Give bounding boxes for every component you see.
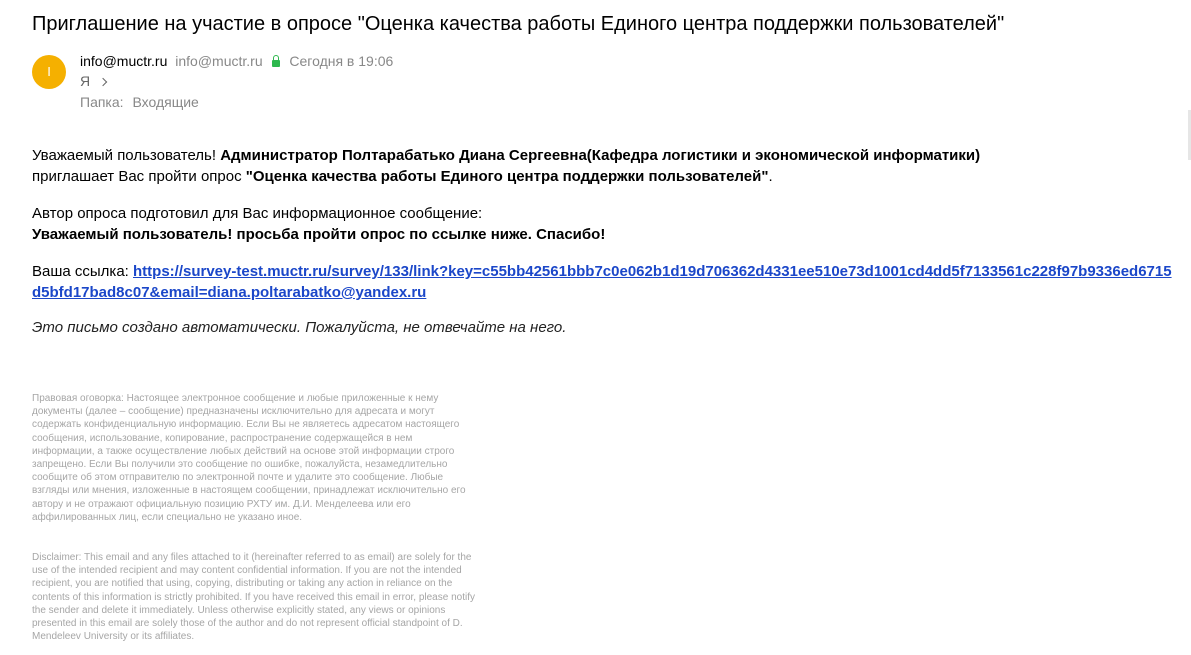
sender-avatar[interactable]: I	[32, 55, 66, 89]
sender-email[interactable]: info@muctr.ru	[175, 53, 263, 69]
survey-title: "Оценка качества работы Единого центра поддержки пользователей"	[245, 168, 769, 185]
recipient-line[interactable]	[80, 72, 106, 90]
link-label: Ваша ссылка:	[32, 263, 133, 280]
sender-line	[80, 52, 393, 70]
invites-text: приглашает Вас пройти опрос	[32, 168, 246, 185]
legal-disclaimer-en: Disclaimer: This email and any files attached to it (hereinafter referred to as email) are solely for the use of the intended recipient and may content confidential information. If you are not the intended recipient, you are notified that using, copying, distributing or taking any action in reliance on the contents of this information is strictly prohibited. If you have received this email in error, please notify the sender and delete it immediately. Unless otherwise explicitly stated, any views or opinions presented in this email are solely those of the author and do not represent official standpoint of D. Mendeleev University or its affiliates.	[32, 552, 475, 643]
email-date: Сегодня в 19:06	[289, 53, 394, 69]
author-intro: Автор опроса подготовил для Вас информационное сообщение:	[32, 205, 483, 222]
folder-value[interactable]: Входящие	[132, 94, 199, 110]
author-message-paragraph	[32, 203, 1172, 245]
survey-link[interactable]: https://survey-test.muctr.ru/survey/133/link?key=c55bb42561bbb7c0e062b1d19d706362d4331ee510e73d1001cd4dd5f7133561c228f97b9336ed6715d5bfd17bad8c07&email=diana.poltarabatko@yandex.ru	[32, 263, 1172, 301]
invites-end: .	[768, 168, 773, 185]
email-subject: Приглашение на участие в опросе "Оценка качества работы Единого центра поддержки пользователей"	[32, 13, 1005, 35]
legal-disclaimer-ru: Правовая оговорка: Настоящее электронное сообщение и любые приложенные к нему документы (далее – сообщение) предназначены исключительно для адресата и могут содержать конфиденциальную информацию. Если Вы не являетесь адресатом настоящего сообщения, использование, копирование, распространение содержащейся в нем информации, а также осуществление любых действий на основе этой информации строго запрещено. Если Вы получили это сообщение по ошибке, пожалуйста, незамедлительно сообщите об этом отправителю по электронной почте и удалите это сообщение. Любые взгляды или мнения, изложенные в настоящем сообщении, принадлежат исключительно его автору и не отражают официальную позицию РХТУ им. Д.И. Менделеева или его аффилированных лиц, если специально не указано иное.	[32, 393, 466, 523]
sender-name[interactable]: info@muctr.ru	[80, 53, 168, 69]
author-message: Уважаемый пользователь! просьба пройти опрос по ссылке ниже. Спасибо!	[32, 226, 606, 243]
email-body	[32, 145, 1172, 338]
link-paragraph	[32, 261, 1172, 303]
auto-note: Это письмо создано автоматически. Пожалуйста, не отвечайте на него.	[32, 319, 567, 336]
chevron-right-icon[interactable]	[99, 78, 107, 86]
recipient-name[interactable]: Я	[80, 73, 91, 89]
folder-line	[80, 93, 199, 111]
lock-icon	[272, 60, 280, 67]
greeting-text: Уважаемый пользователь!	[32, 147, 221, 164]
folder-label: Папка:	[80, 94, 124, 110]
invitation-paragraph	[32, 145, 1172, 187]
admin-name: Администратор Полтарабатько Диана Сергеевна(Кафедра логистики и экономической информатики)	[220, 147, 981, 164]
